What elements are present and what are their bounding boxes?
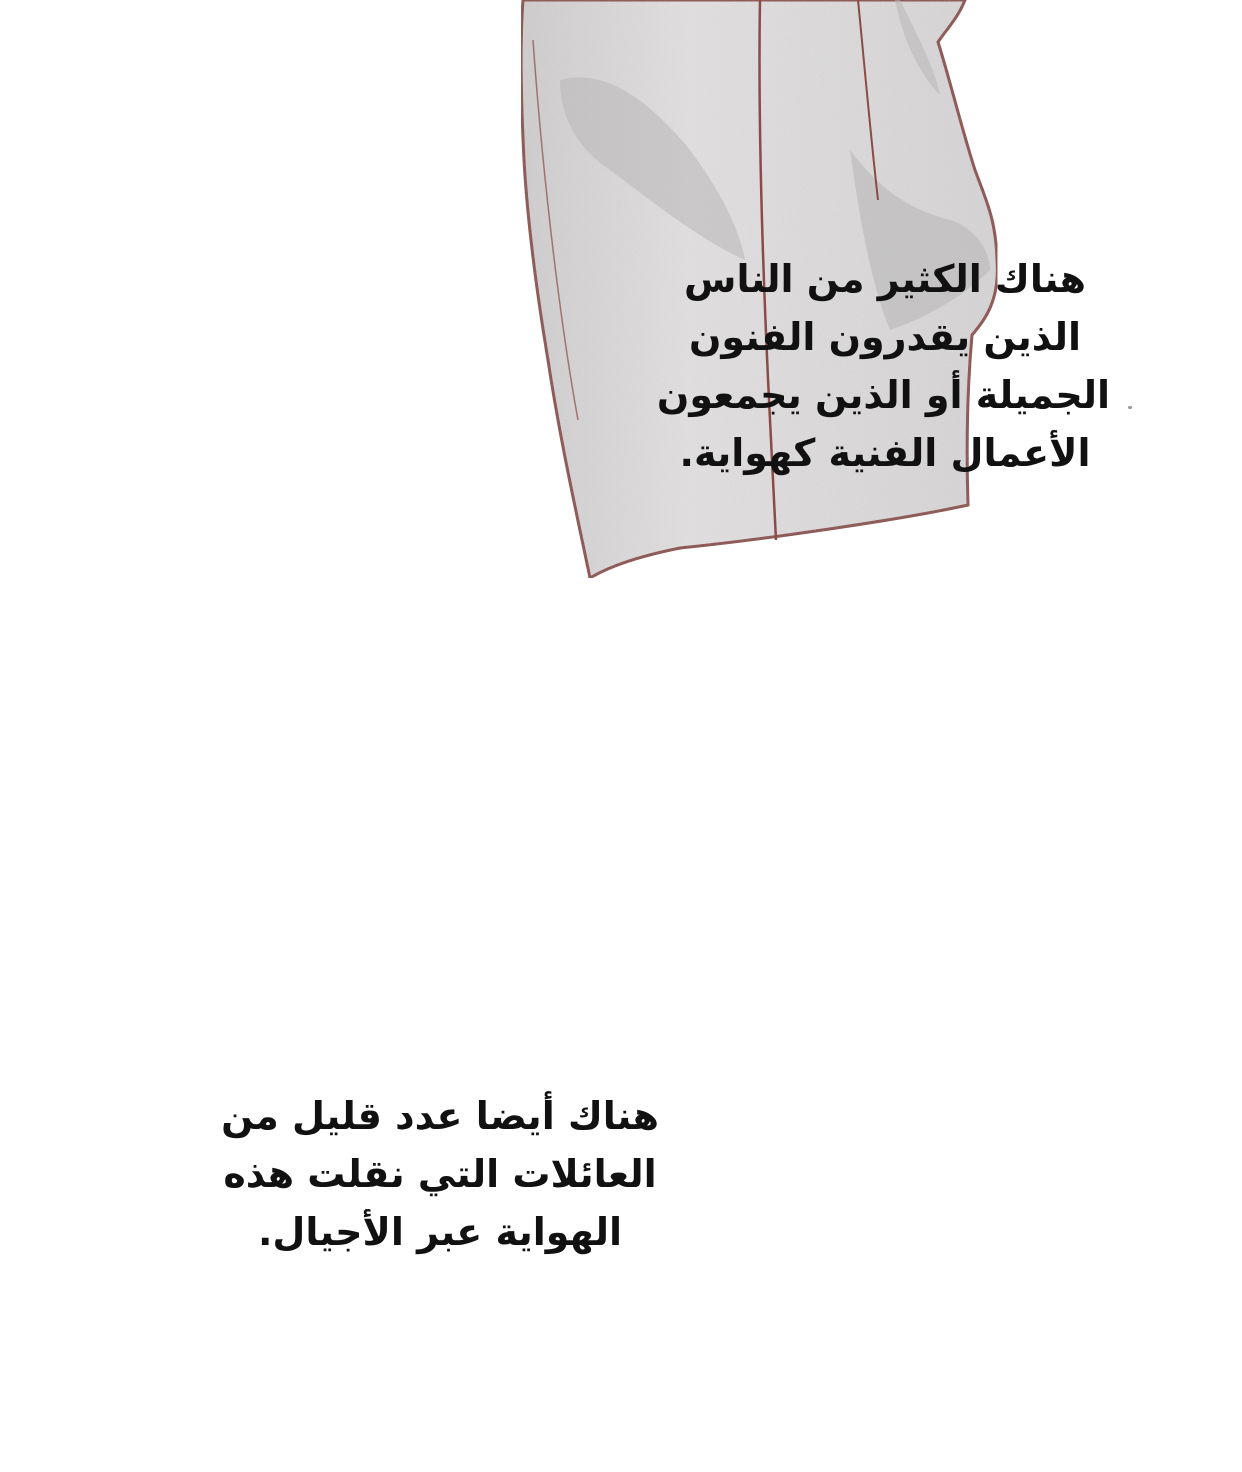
caption-line: الهواية عبر الأجيال. [257,1210,622,1254]
caption-bottom [200,1087,680,1261]
caption-line: الأعمال الفنية كهواية. [679,431,1091,475]
caption-top [656,250,1110,482]
caption-line: هناك الكثير من الناس [684,257,1086,301]
caption-line: الذين يقدرون الفنون [688,315,1082,359]
caption-line: العائلات التي نقلت هذه [223,1152,657,1196]
ink-speck [1128,406,1132,409]
caption-line: الجميلة أو الذين يجمعون [656,373,1110,417]
caption-line: هناك أيضا عدد قليل من [221,1094,659,1138]
